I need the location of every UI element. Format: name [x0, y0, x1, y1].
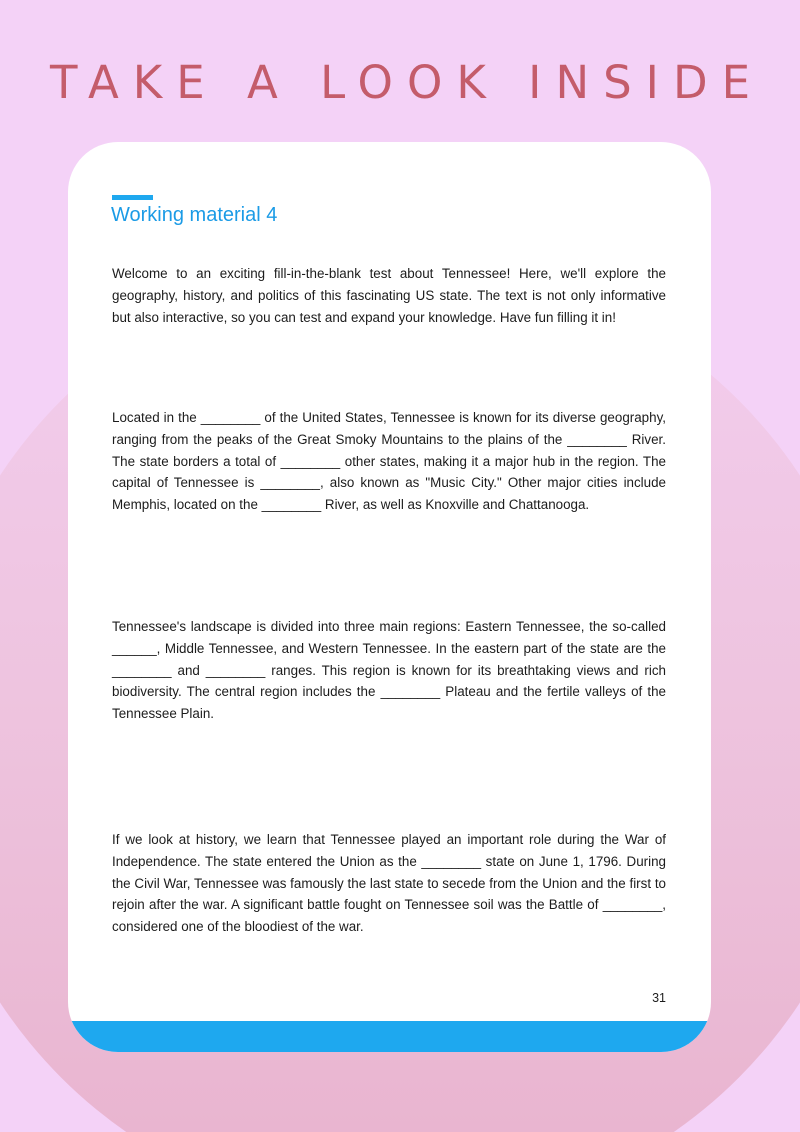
geography-paragraph: Located in the ________ of the United States, Tennessee is known for its diverse geography, ranging from the peaks of the Great Smoky Mountains to the plains of the ________ River. The state borders a total of ________ other states, making it a major hub in the region. The capital of Tennessee is ________, also known as "Music City." Other major cities include Memphis, located on the ________ River, as well as Knoxville and Chattanooga.: [112, 410, 666, 513]
regions-paragraph: Tennessee's landscape is divided into three main regions: Eastern Tennessee, the so-called ______, Middle Tennessee, and Western Tennessee. In the eastern part of the state are the ________ and ________ ranges. This region is known for its breathtaking views and rich biodiversity. The central region includes the ________ Plateau and the fertile valleys of the Tennessee Plain.: [112, 619, 666, 722]
page-number: 31: [652, 991, 666, 1005]
worksheet-card: [68, 142, 711, 1052]
section-title: Working material 4: [111, 204, 278, 226]
intro-paragraph: Welcome to an exciting fill-in-the-blank test about Tennessee! Here, we'll explore the geography, history, and politics of this fascinating US state. The text is not only informative but also interactive, so you can test and expand your knowledge. Have fun filling it in!: [112, 266, 666, 325]
page-headline: TAKE A LOOK INSIDE: [49, 56, 765, 109]
card-footer-bar: [68, 1021, 711, 1052]
history-paragraph: If we look at history, we learn that Tennessee played an important role during the War of Independence. The state entered the Union as the ________ state on June 1, 1796. During the Civil War, Tennessee was famously the last state to secede from the Union and the first to rejoin after the war. A significant battle fought on Tennessee soil was the Battle of ________, considered one of the bloodiest of the war.: [112, 832, 666, 935]
title-accent-rule: [112, 195, 153, 200]
